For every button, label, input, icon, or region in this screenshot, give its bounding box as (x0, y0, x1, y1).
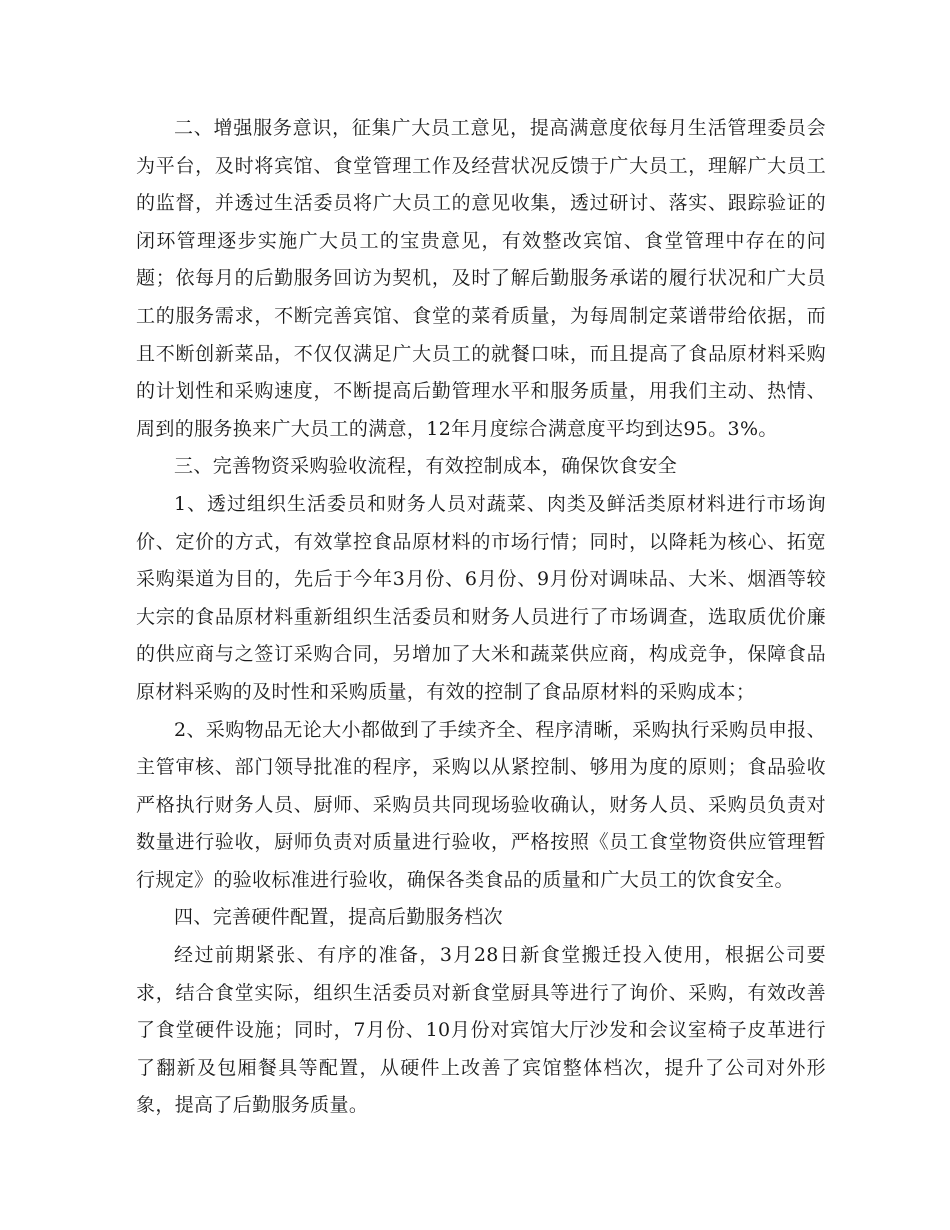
document-body (136, 110, 826, 1125)
paragraph-new-canteen: 经过前期紧张、有序的准备，3月28日新食堂搬迁投入使用，根据公司要求，结合食堂实际，组织生活委员对新食堂厨具等进行了询价、采购，有效改善了食堂硬件设施；同时，7月份、10月份对宾馆大厅沙发和会议室椅子皮革进行了翻新及包厢餐具等配置，从硬件上改善了宾馆整体档次，提升了公司对外形象，提高了后勤服务质量。 (136, 944, 826, 1117)
paragraph-procurement-procedure: 2、采购物品无论大小都做到了手续齐全、程序清晰，采购执行采购员申报、主管审核、部门领导批准的程序，采购以从紧控制、够用为度的原则；食品验收严格执行财务人员、厨师、采购员共同现场验收确认，财务人员、采购员负责对数量进行验收，厨师负责对质量进行验收，严格按照《员工食堂物资供应管理暂行规定》的验收标准进行验收，确保各类食品的质量和广大员工的饮食安全。 (136, 718, 826, 891)
heading-hardware-configuration: 四、完善硬件配置，提高后勤服务档次 (174, 906, 503, 929)
paragraph-market-pricing: 1、透过组织生活委员和财务人员对蔬菜、肉类及鲜活类原材料进行市场询价、定价的方式，有效掌控食品原材料的市场行情；同时，以降耗为核心、拓宽采购渠道为目的，先后于今年3月份、6月份、9月份对调味品、大米、烟酒等较大宗的食品原材料重新组织生活委员和财务人员进行了市场调查，选取质优价廉的供应商与之签订采购合同，另增加了大米和蔬菜供应商，构成竞争，保障食品原材料采购的及时性和采购质量，有效的控制了食品原材料的采购成本； (136, 492, 826, 703)
paragraph-service-awareness: 二、增强服务意识，征集广大员工意见，提高满意度依每月生活管理委员会为平台，及时将宾馆、食堂管理工作及经营状况反馈于广大员工，理解广大员工的监督，并透过生活委员将广大员工的意见收集，透过研讨、落实、跟踪验证的闭环管理逐步实施广大员工的宝贵意见，有效整改宾馆、食堂管理中存在的问题；依每月的后勤服务回访为契机，及时了解后勤服务承诺的履行状况和广大员工的服务需求，不断完善宾馆、食堂的菜肴质量，为每周制定菜谱带给依据，而且不断创新菜品，不仅仅满足广大员工的就餐口味，而且提高了食品原材料采购的计划性和采购速度，不断提高后勤管理水平和服务质量，用我们主动、热情、周到的服务换来广大员工的满意，12年月度综合满意度平均到达95。3%。 (136, 117, 826, 440)
heading-procurement-process: 三、完善物资采购验收流程，有效控制成本，确保饮食安全 (174, 455, 678, 478)
